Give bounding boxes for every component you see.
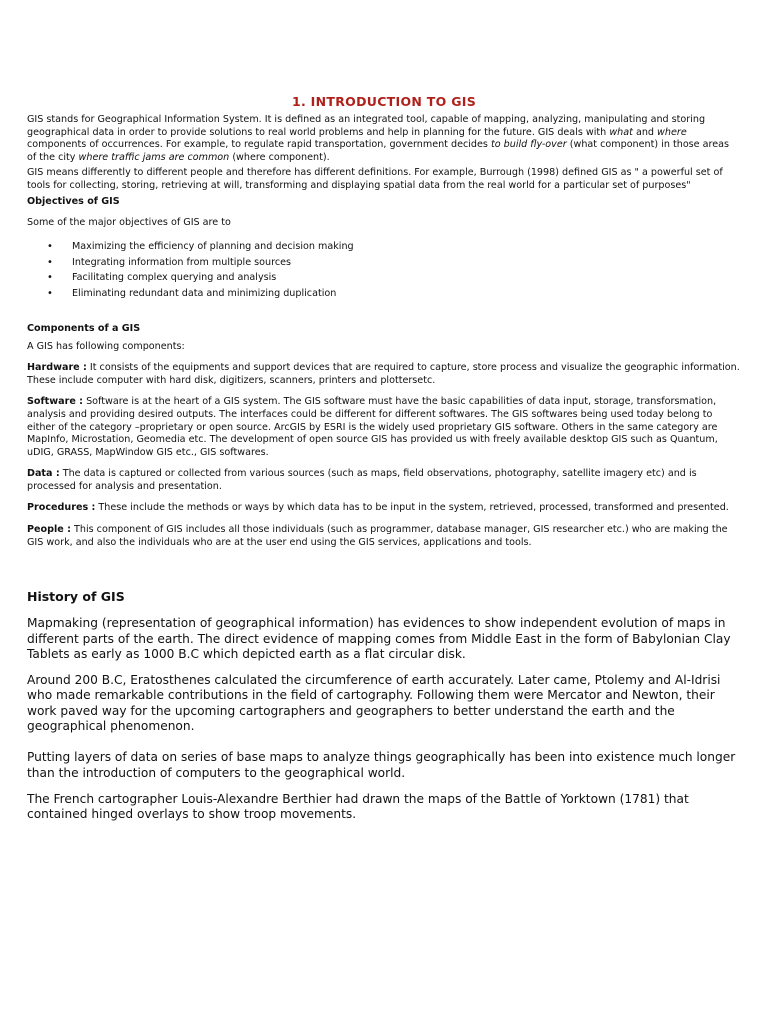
people-label: People : [27,524,71,536]
list-item: • Maximizing the efficiency of planning and decision making [47,239,741,255]
procedures-paragraph: Procedures : These include the methods or ways by which data has to be input in the system, retrieved, processed, transformed and presented. [27,502,729,514]
components-heading: Components of a GIS [27,322,141,334]
software-paragraph: Software : Software is at the heart of a GIS system. The GIS software must have the basic capabilities of data input, storage, transforsmation, analysis and providing desired outputs. The interfaces could be different for different softwares. The GIS softwares being used today belong to either of the category –proprietary or open source. ArcGIS by ESRI is the widely used proprietary GIS software. Others in the same category are MapInfo, Microstation, Geomedia etc. The development of open source GIS has provided us with freely available desktop GIS such as Quantum, uDIG, GRASS, MapWindow GIS etc., GIS softwares. [27,396,718,458]
emphasis-what: what [609,126,633,138]
components-lead: A GIS has following components: [27,340,185,352]
intro-paragraph-1: GIS stands for Geographical Information System. It is defined as an integrated tool, capable of mapping, analyzing, manipulating and storing geographical data in order to provide solutions to real world problems and help in planning for the future. GIS deals with what and where components of occurrences. For example, to regulate rapid transportation, government decides to build fly-over (what component) in those areas of the city where traffic jams are common (where component). [27,114,730,163]
bullet-icon: • [47,272,53,284]
data-label: Data : [27,468,60,480]
list-item: • Facilitating complex querying and analysis [47,270,741,286]
objectives-list [27,239,741,302]
hardware-paragraph: Hardware : It consists of the equipments and support devices that are required to capture, store process and visualize the geographic information. These include computer with hard disk, digitizers, scanners, printers and plottersetc. [27,362,740,386]
bullet-icon: • [47,288,53,300]
history-paragraph-4: The French cartographer Louis-Alexandre Berthier had drawn the maps of the Battle of Yorktown (1781) that contained hinged overlays to show troop movements. [27,791,689,822]
history-paragraph-3: Putting layers of data on series of base maps to analyze things geographically has been into existence much longer than the introduction of computers to the geographical world. [27,750,736,780]
document-page [27,0,741,823]
page-title: 1. INTRODUCTION TO GIS [291,94,477,109]
bullet-icon: • [47,256,53,268]
emphasis-traffic-jams: where traffic jams are common [78,151,230,163]
people-paragraph: People : This component of GIS includes all those individuals (such as programmer, database manager, GIS researcher etc.) who are making the GIS work, and also the individuals who are at the user end using the GIS services, applications and tools. [27,524,728,548]
objectives-lead: Some of the major objectives of GIS are to [27,217,231,229]
software-label: Software : [27,396,84,408]
list-item: • Eliminating redundant data and minimizing duplication [47,286,741,302]
emphasis-build-fly-over: to build fly-over [490,139,567,151]
emphasis-where: where [657,126,687,138]
history-paragraph-2: Around 200 B.C, Eratosthenes calculated the circumference of earth accurately. Later came, Ptolemy and Al-Idrisi who made remarkable contributions in the field of cartography. Following them were Mercator and Newton, their work paved way for the upcoming cartographers and geographers to better understand the earth and the geographical phenomenon. [27,673,721,734]
history-paragraph-1: Mapmaking (representation of geographical information) has evidences to show independent evolution of maps in different parts of the earth. The direct evidence of mapping comes from Middle East in the form of Babylonian Clay Tablets as early as 1000 B.C which depicted earth as a flat circular disk. [27,616,731,661]
procedures-label: Procedures : [27,502,96,514]
intro-paragraph-2: GIS means differently to different people and therefore has different definitions. For example, Burrough (1998) defined GIS as " a powerful set of tools for collecting, storing, retrieving at will, transforming and displaying spatial data from the real world for a particular set of purposes" [27,167,723,191]
list-item: • Integrating information from multiple sources [47,255,741,271]
hardware-label: Hardware : [27,362,87,374]
objectives-heading: Objectives of GIS [27,195,120,207]
data-paragraph: Data : The data is captured or collected from various sources (such as maps, field observations, photography, satellite imagery etc) and is processed for analysis and presentation. [27,468,697,492]
history-heading: History of GIS [27,589,125,605]
bullet-icon: • [47,240,53,252]
